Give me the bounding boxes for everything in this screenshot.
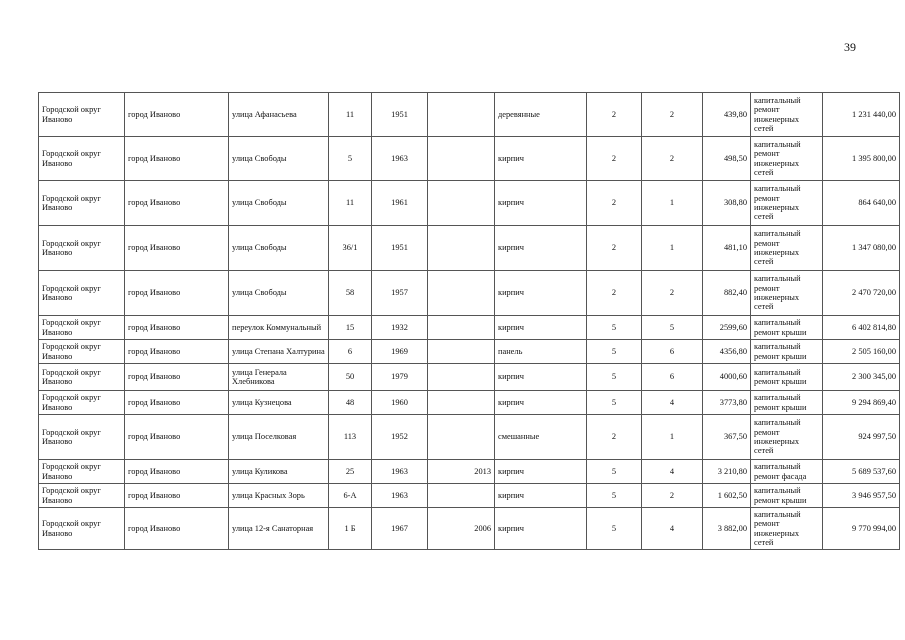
cell-wall-material: кирпич (495, 137, 587, 181)
cell-street: улица Генерала Хлебникова (229, 364, 329, 391)
cell-entrances: 1 (642, 415, 703, 460)
cell-street: переулок Коммунальный (229, 316, 329, 340)
cell-last-repair-year: 2006 (428, 508, 495, 550)
cell-build-year: 1961 (372, 181, 428, 226)
cell-area: 2599,60 (703, 316, 751, 340)
page-number: 39 (844, 40, 856, 54)
cell-floors: 5 (587, 484, 642, 508)
cell-cost: 3 946 957,50 (823, 484, 900, 508)
cell-repair-type: капитальный ремонт инженерных сетей (751, 415, 823, 460)
cell-street: улица 12-я Санаторная (229, 508, 329, 550)
cell-settlement: город Иваново (125, 508, 229, 550)
cell-cost: 1 347 080,00 (823, 226, 900, 271)
cell-house-number: 113 (329, 415, 372, 460)
cell-wall-material: кирпич (495, 391, 587, 415)
cell-build-year: 1957 (372, 271, 428, 316)
cell-settlement: город Иваново (125, 391, 229, 415)
cell-entrances: 2 (642, 484, 703, 508)
cell-area: 439,80 (703, 93, 751, 137)
table-row (39, 460, 900, 484)
cell-wall-material: смешанные (495, 415, 587, 460)
cell-house-number: 6 (329, 340, 372, 364)
cell-repair-type: капитальный ремонт крыши (751, 484, 823, 508)
cell-area: 308,80 (703, 181, 751, 226)
cell-house-number: 11 (329, 181, 372, 226)
cell-cost: 6 402 814,80 (823, 316, 900, 340)
cell-area: 498,50 (703, 137, 751, 181)
cell-street: улица Куликова (229, 460, 329, 484)
cell-entrances: 1 (642, 226, 703, 271)
cell-area: 4356,80 (703, 340, 751, 364)
cell-build-year: 1967 (372, 508, 428, 550)
cell-wall-material: кирпич (495, 508, 587, 550)
cell-wall-material: кирпич (495, 364, 587, 391)
table-row (39, 415, 900, 460)
cell-entrances: 1 (642, 181, 703, 226)
cell-entrances: 5 (642, 316, 703, 340)
cell-entrances: 4 (642, 391, 703, 415)
cell-repair-type: капитальный ремонт фасада (751, 460, 823, 484)
cell-wall-material: кирпич (495, 460, 587, 484)
cell-house-number: 25 (329, 460, 372, 484)
cell-repair-type: капитальный ремонт инженерных сетей (751, 181, 823, 226)
cell-house-number: 50 (329, 364, 372, 391)
cell-house-number: 15 (329, 316, 372, 340)
cell-build-year: 1969 (372, 340, 428, 364)
cell-cost: 9 770 994,00 (823, 508, 900, 550)
cell-floors: 5 (587, 316, 642, 340)
table-row (39, 137, 900, 181)
cell-street: улица Афанасьева (229, 93, 329, 137)
cell-build-year: 1960 (372, 391, 428, 415)
table-row (39, 181, 900, 226)
cell-last-repair-year (428, 271, 495, 316)
cell-settlement: город Иваново (125, 415, 229, 460)
cell-settlement: город Иваново (125, 340, 229, 364)
cell-street: улица Свободы (229, 181, 329, 226)
cell-municipality: Городской округ Иваново (39, 181, 125, 226)
cell-repair-type: капитальный ремонт инженерных сетей (751, 226, 823, 271)
cell-build-year: 1979 (372, 364, 428, 391)
cell-settlement: город Иваново (125, 226, 229, 271)
table-row (39, 340, 900, 364)
cell-municipality: Городской округ Иваново (39, 364, 125, 391)
cell-area: 4000,60 (703, 364, 751, 391)
cell-house-number: 48 (329, 391, 372, 415)
cell-area: 3 210,80 (703, 460, 751, 484)
cell-area: 1 602,50 (703, 484, 751, 508)
cell-street: улица Кузнецова (229, 391, 329, 415)
cell-build-year: 1963 (372, 484, 428, 508)
cell-cost: 864 640,00 (823, 181, 900, 226)
cell-cost: 2 470 720,00 (823, 271, 900, 316)
cell-build-year: 1963 (372, 137, 428, 181)
cell-last-repair-year (428, 340, 495, 364)
cell-settlement: город Иваново (125, 137, 229, 181)
cell-cost: 1 395 800,00 (823, 137, 900, 181)
cell-settlement: город Иваново (125, 271, 229, 316)
cell-house-number: 36/1 (329, 226, 372, 271)
cell-last-repair-year (428, 93, 495, 137)
cell-settlement: город Иваново (125, 364, 229, 391)
cell-repair-type: капитальный ремонт инженерных сетей (751, 508, 823, 550)
cell-entrances: 2 (642, 93, 703, 137)
cell-settlement: город Иваново (125, 93, 229, 137)
cell-municipality: Городской округ Иваново (39, 137, 125, 181)
cell-floors: 2 (587, 93, 642, 137)
cell-last-repair-year (428, 137, 495, 181)
cell-floors: 5 (587, 460, 642, 484)
cell-settlement: город Иваново (125, 181, 229, 226)
cell-wall-material: панель (495, 340, 587, 364)
cell-street: улица Свободы (229, 137, 329, 181)
cell-repair-type: капитальный ремонт крыши (751, 364, 823, 391)
cell-entrances: 4 (642, 508, 703, 550)
cell-area: 367,50 (703, 415, 751, 460)
cell-street: улица Свободы (229, 271, 329, 316)
cell-wall-material: кирпич (495, 271, 587, 316)
cell-entrances: 6 (642, 340, 703, 364)
table-row (39, 226, 900, 271)
cell-floors: 5 (587, 391, 642, 415)
cell-floors: 5 (587, 508, 642, 550)
cell-cost: 9 294 869,40 (823, 391, 900, 415)
cell-street: улица Свободы (229, 226, 329, 271)
cell-municipality: Городской округ Иваново (39, 484, 125, 508)
cell-build-year: 1952 (372, 415, 428, 460)
cell-floors: 2 (587, 137, 642, 181)
cell-municipality: Городской округ Иваново (39, 391, 125, 415)
cell-build-year: 1951 (372, 226, 428, 271)
cell-wall-material: кирпич (495, 484, 587, 508)
cell-build-year: 1963 (372, 460, 428, 484)
cell-last-repair-year: 2013 (428, 460, 495, 484)
cell-entrances: 2 (642, 137, 703, 181)
cell-municipality: Городской округ Иваново (39, 93, 125, 137)
cell-repair-type: капитальный ремонт инженерных сетей (751, 271, 823, 316)
cell-build-year: 1932 (372, 316, 428, 340)
cell-last-repair-year (428, 484, 495, 508)
cell-repair-type: капитальный ремонт крыши (751, 316, 823, 340)
cell-municipality: Городской округ Иваново (39, 415, 125, 460)
cell-entrances: 2 (642, 271, 703, 316)
cell-last-repair-year (428, 226, 495, 271)
cell-house-number: 1 Б (329, 508, 372, 550)
cell-municipality: Городской округ Иваново (39, 271, 125, 316)
table-row (39, 93, 900, 137)
housing-repair-table (38, 92, 900, 550)
table-row (39, 508, 900, 550)
cell-municipality: Городской округ Иваново (39, 226, 125, 271)
cell-street: улица Красных Зорь (229, 484, 329, 508)
cell-street: улица Поселковая (229, 415, 329, 460)
cell-street: улица Степана Халтурина (229, 340, 329, 364)
cell-wall-material: кирпич (495, 181, 587, 226)
cell-cost: 2 505 160,00 (823, 340, 900, 364)
table-body (39, 93, 900, 550)
cell-last-repair-year (428, 391, 495, 415)
cell-house-number: 11 (329, 93, 372, 137)
table-row (39, 391, 900, 415)
cell-municipality: Городской округ Иваново (39, 508, 125, 550)
cell-entrances: 6 (642, 364, 703, 391)
cell-build-year: 1951 (372, 93, 428, 137)
cell-floors: 2 (587, 415, 642, 460)
cell-area: 481,10 (703, 226, 751, 271)
cell-repair-type: капитальный ремонт крыши (751, 340, 823, 364)
cell-settlement: город Иваново (125, 316, 229, 340)
cell-wall-material: кирпич (495, 316, 587, 340)
cell-house-number: 5 (329, 137, 372, 181)
cell-repair-type: капитальный ремонт крыши (751, 391, 823, 415)
cell-floors: 5 (587, 364, 642, 391)
cell-area: 882,40 (703, 271, 751, 316)
cell-wall-material: кирпич (495, 226, 587, 271)
table-row (39, 484, 900, 508)
cell-floors: 2 (587, 181, 642, 226)
cell-house-number: 58 (329, 271, 372, 316)
cell-settlement: город Иваново (125, 460, 229, 484)
cell-cost: 2 300 345,00 (823, 364, 900, 391)
cell-wall-material: деревянные (495, 93, 587, 137)
cell-cost: 1 231 440,00 (823, 93, 900, 137)
cell-house-number: 6-А (329, 484, 372, 508)
cell-area: 3773,80 (703, 391, 751, 415)
cell-last-repair-year (428, 181, 495, 226)
table-row (39, 364, 900, 391)
cell-municipality: Городской округ Иваново (39, 460, 125, 484)
cell-entrances: 4 (642, 460, 703, 484)
cell-repair-type: капитальный ремонт инженерных сетей (751, 137, 823, 181)
table-row (39, 271, 900, 316)
cell-settlement: город Иваново (125, 484, 229, 508)
cell-floors: 2 (587, 271, 642, 316)
cell-last-repair-year (428, 316, 495, 340)
cell-cost: 924 997,50 (823, 415, 900, 460)
cell-last-repair-year (428, 364, 495, 391)
cell-floors: 5 (587, 340, 642, 364)
cell-area: 3 882,00 (703, 508, 751, 550)
cell-cost: 5 689 537,60 (823, 460, 900, 484)
cell-municipality: Городской округ Иваново (39, 340, 125, 364)
cell-repair-type: капитальный ремонт инженерных сетей (751, 93, 823, 137)
cell-last-repair-year (428, 415, 495, 460)
cell-floors: 2 (587, 226, 642, 271)
table-row (39, 316, 900, 340)
cell-municipality: Городской округ Иваново (39, 316, 125, 340)
